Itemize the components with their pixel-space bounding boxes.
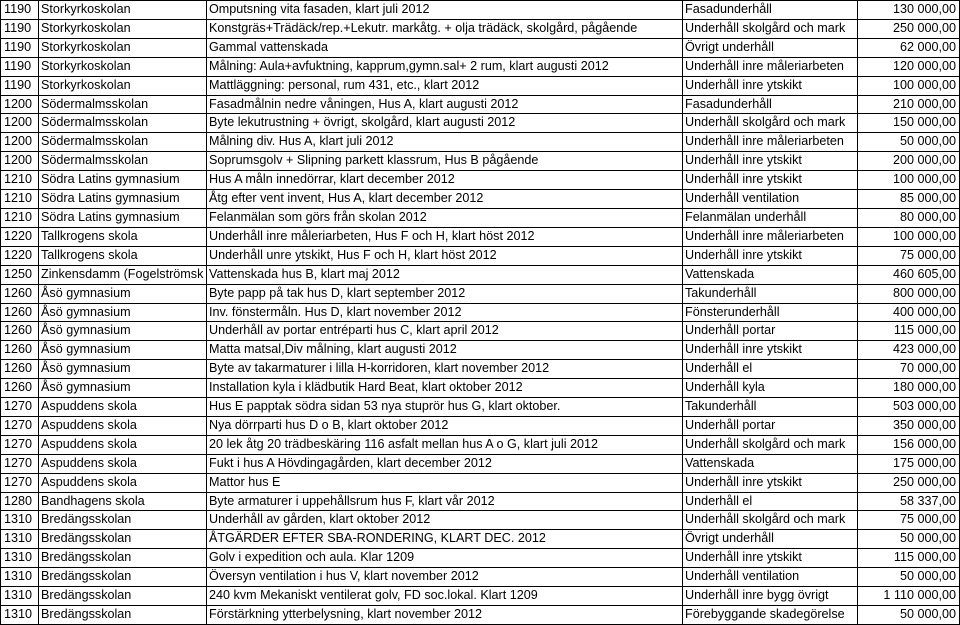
school-name-cell: Åsö gymnasium: [39, 379, 207, 398]
school-name-cell: Åsö gymnasium: [39, 303, 207, 322]
school-code-cell: 1260: [1, 322, 39, 341]
school-name-cell: Aspuddens skola: [39, 435, 207, 454]
table-row: [1, 303, 960, 322]
school-name-cell: Södermalmsskolan: [39, 114, 207, 133]
school-code-cell: 1270: [1, 454, 39, 473]
table-row: [1, 341, 960, 360]
description-cell: Förstärkning ytterbelysning, klart november 2012: [207, 606, 683, 625]
school-code-cell: 1190: [1, 76, 39, 95]
table-row: [1, 549, 960, 568]
school-code-cell: 1200: [1, 114, 39, 133]
school-code-cell: 1260: [1, 379, 39, 398]
amount-cell: 50 000,00: [858, 568, 960, 587]
description-cell: Underhåll av portar entréparti hus C, klart april 2012: [207, 322, 683, 341]
school-name-cell: Åsö gymnasium: [39, 322, 207, 341]
amount-cell: 50 000,00: [858, 530, 960, 549]
category-cell: Underhåll ventilation: [683, 190, 858, 209]
amount-cell: 100 000,00: [858, 171, 960, 190]
description-cell: Inv. fönstermåln. Hus D, klart november 2012: [207, 303, 683, 322]
amount-cell: 156 000,00: [858, 435, 960, 454]
amount-cell: 115 000,00: [858, 549, 960, 568]
table-row: [1, 568, 960, 587]
table-row: [1, 530, 960, 549]
description-cell: Matta matsal,Div målning, klart augusti 2012: [207, 341, 683, 360]
school-code-cell: 1250: [1, 265, 39, 284]
category-cell: Takunderhåll: [683, 284, 858, 303]
school-code-cell: 1190: [1, 1, 39, 20]
amount-cell: 1 110 000,00: [858, 587, 960, 606]
school-name-cell: Åsö gymnasium: [39, 360, 207, 379]
category-cell: Underhåll inre ytskikt: [683, 549, 858, 568]
school-code-cell: 1270: [1, 473, 39, 492]
description-cell: Byte av takarmaturer i lilla H-korridoren, klart november 2012: [207, 360, 683, 379]
category-cell: Fasadunderhåll: [683, 95, 858, 114]
description-cell: Nya dörrparti hus D o B, klart oktober 2012: [207, 416, 683, 435]
school-code-cell: 1270: [1, 435, 39, 454]
table-row: [1, 19, 960, 38]
school-code-cell: 1310: [1, 530, 39, 549]
amount-cell: 50 000,00: [858, 133, 960, 152]
category-cell: Underhåll skolgård och mark: [683, 114, 858, 133]
category-cell: Övrigt underhåll: [683, 530, 858, 549]
school-code-cell: 1310: [1, 606, 39, 625]
description-cell: Fukt i hus A Hövdingagården, klart december 2012: [207, 454, 683, 473]
school-name-cell: Bredängsskolan: [39, 530, 207, 549]
school-name-cell: Södermalmsskolan: [39, 95, 207, 114]
category-cell: Underhåll skolgård och mark: [683, 19, 858, 38]
amount-cell: 130 000,00: [858, 1, 960, 20]
amount-cell: 150 000,00: [858, 114, 960, 133]
amount-cell: 85 000,00: [858, 190, 960, 209]
table-row: [1, 454, 960, 473]
school-name-cell: Bredängsskolan: [39, 549, 207, 568]
school-code-cell: 1310: [1, 587, 39, 606]
school-code-cell: 1210: [1, 208, 39, 227]
amount-cell: 70 000,00: [858, 360, 960, 379]
description-cell: Underhåll unre ytskikt, Hus F och H, klart höst 2012: [207, 246, 683, 265]
school-name-cell: Bredängsskolan: [39, 511, 207, 530]
amount-cell: 80 000,00: [858, 208, 960, 227]
amount-cell: 120 000,00: [858, 57, 960, 76]
school-code-cell: 1210: [1, 171, 39, 190]
category-cell: Övrigt underhåll: [683, 38, 858, 57]
amount-cell: 62 000,00: [858, 38, 960, 57]
category-cell: Underhåll ventilation: [683, 568, 858, 587]
category-cell: Underhåll inre ytskikt: [683, 76, 858, 95]
amount-cell: 503 000,00: [858, 398, 960, 417]
table-row: [1, 246, 960, 265]
description-cell: Installation kyla i klädbutik Hard Beat, klart oktober 2012: [207, 379, 683, 398]
school-name-cell: Storkyrkoskolan: [39, 76, 207, 95]
category-cell: Vattenskada: [683, 265, 858, 284]
school-code-cell: 1190: [1, 38, 39, 57]
table-row: [1, 265, 960, 284]
category-cell: Underhåll portar: [683, 416, 858, 435]
school-name-cell: Bredängsskolan: [39, 606, 207, 625]
school-code-cell: 1220: [1, 227, 39, 246]
description-cell: 240 kvm Mekaniskt ventilerat golv, FD soc.lokal. Klart 1209: [207, 587, 683, 606]
school-name-cell: Åsö gymnasium: [39, 284, 207, 303]
school-code-cell: 1200: [1, 152, 39, 171]
table-row: [1, 208, 960, 227]
school-name-cell: Storkyrkoskolan: [39, 1, 207, 20]
description-cell: Översyn ventilation i hus V, klart november 2012: [207, 568, 683, 587]
school-name-cell: Tallkrogens skola: [39, 246, 207, 265]
amount-cell: 100 000,00: [858, 76, 960, 95]
school-code-cell: 1260: [1, 341, 39, 360]
school-code-cell: 1210: [1, 190, 39, 209]
school-code-cell: 1220: [1, 246, 39, 265]
school-code-cell: 1310: [1, 568, 39, 587]
school-name-cell: Storkyrkoskolan: [39, 57, 207, 76]
amount-cell: 175 000,00: [858, 454, 960, 473]
description-cell: Byte papp på tak hus D, klart september 2012: [207, 284, 683, 303]
school-name-cell: Storkyrkoskolan: [39, 19, 207, 38]
description-cell: Felanmälan som görs från skolan 2012: [207, 208, 683, 227]
school-name-cell: Storkyrkoskolan: [39, 38, 207, 57]
table-row: [1, 473, 960, 492]
description-cell: Mattor hus E: [207, 473, 683, 492]
school-name-cell: Åsö gymnasium: [39, 341, 207, 360]
amount-cell: 200 000,00: [858, 152, 960, 171]
category-cell: Underhåll skolgård och mark: [683, 511, 858, 530]
category-cell: Underhåll inre måleriarbeten: [683, 133, 858, 152]
amount-cell: 50 000,00: [858, 606, 960, 625]
table-row: [1, 492, 960, 511]
category-cell: Underhåll inre ytskikt: [683, 341, 858, 360]
category-cell: Takunderhåll: [683, 398, 858, 417]
table-row: [1, 587, 960, 606]
school-name-cell: Södermalmsskolan: [39, 133, 207, 152]
category-cell: Underhåll inre måleriarbeten: [683, 57, 858, 76]
description-cell: Byte armaturer i uppehållsrum hus F, klart vår 2012: [207, 492, 683, 511]
table-row: [1, 190, 960, 209]
school-name-cell: Södra Latins gymnasium: [39, 190, 207, 209]
table-row: [1, 322, 960, 341]
table-row: [1, 435, 960, 454]
amount-cell: 210 000,00: [858, 95, 960, 114]
amount-cell: 423 000,00: [858, 341, 960, 360]
description-cell: Konstgräs+Trädäck/rep.+Lekutr. markåtg. + olja trädäck, skolgård, pågående: [207, 19, 683, 38]
category-cell: Underhåll inre måleriarbeten: [683, 227, 858, 246]
category-cell: Underhåll inre ytskikt: [683, 473, 858, 492]
amount-cell: 460 605,00: [858, 265, 960, 284]
description-cell: Mattläggning: personal, rum 431, etc., klart 2012: [207, 76, 683, 95]
table-row: [1, 76, 960, 95]
category-cell: Felanmälan underhåll: [683, 208, 858, 227]
school-code-cell: 1190: [1, 57, 39, 76]
school-name-cell: Södra Latins gymnasium: [39, 171, 207, 190]
school-name-cell: Tallkrogens skola: [39, 227, 207, 246]
table-row: [1, 152, 960, 171]
category-cell: Underhåll portar: [683, 322, 858, 341]
table-row: [1, 95, 960, 114]
description-cell: Åtg efter vent invent, Hus A, klart december 2012: [207, 190, 683, 209]
table-row: [1, 284, 960, 303]
school-name-cell: Aspuddens skola: [39, 416, 207, 435]
table-row: [1, 38, 960, 57]
table-row: [1, 398, 960, 417]
category-cell: Underhåll skolgård och mark: [683, 435, 858, 454]
description-cell: Soprumsgolv + Slipning parkett klassrum, Hus B pågående: [207, 152, 683, 171]
school-name-cell: Södra Latins gymnasium: [39, 208, 207, 227]
amount-cell: 180 000,00: [858, 379, 960, 398]
amount-cell: 100 000,00: [858, 227, 960, 246]
table-row: [1, 171, 960, 190]
description-cell: Gammal vattenskada: [207, 38, 683, 57]
table-row: [1, 511, 960, 530]
table-row: [1, 133, 960, 152]
description-cell: Underhåll av gården, klart oktober 2012: [207, 511, 683, 530]
school-name-cell: Aspuddens skola: [39, 454, 207, 473]
table-row: [1, 606, 960, 625]
amount-cell: 75 000,00: [858, 511, 960, 530]
category-cell: Underhåll inre ytskikt: [683, 171, 858, 190]
description-cell: Hus E papptak södra sidan 53 nya stuprör hus G, klart oktober.: [207, 398, 683, 417]
school-name-cell: Bandhagens skola: [39, 492, 207, 511]
school-code-cell: 1200: [1, 95, 39, 114]
category-cell: Underhåll inre ytskikt: [683, 246, 858, 265]
description-cell: Målning: Aula+avfuktning, kapprum,gymn.sal+ 2 rum, klart augusti 2012: [207, 57, 683, 76]
category-cell: Förebyggande skadegörelse: [683, 606, 858, 625]
description-cell: Fasadmålnin nedre våningen, Hus A, klart augusti 2012: [207, 95, 683, 114]
description-cell: Vattenskada hus B, klart maj 2012: [207, 265, 683, 284]
school-code-cell: 1260: [1, 360, 39, 379]
table-row: [1, 114, 960, 133]
category-cell: Underhåll el: [683, 360, 858, 379]
category-cell: Underhåll inre bygg övrigt: [683, 587, 858, 606]
description-cell: ÅTGÄRDER EFTER SBA-RONDERING, KLART DEC. 2012: [207, 530, 683, 549]
description-cell: Målning div. Hus A, klart juli 2012: [207, 133, 683, 152]
amount-cell: 250 000,00: [858, 473, 960, 492]
description-cell: Underhåll inre måleriarbeten, Hus F och H, klart höst 2012: [207, 227, 683, 246]
description-cell: 20 lek åtg 20 trädbeskäring 116 asfalt mellan hus A o G, klart juli 2012: [207, 435, 683, 454]
school-name-cell: Zinkensdamm (Fogelströmsk: [39, 265, 207, 284]
table-row: [1, 57, 960, 76]
amount-cell: 58 337,00: [858, 492, 960, 511]
school-code-cell: 1280: [1, 492, 39, 511]
amount-cell: 400 000,00: [858, 303, 960, 322]
category-cell: Underhåll inre ytskikt: [683, 152, 858, 171]
table-row: [1, 416, 960, 435]
maintenance-table-body: [1, 1, 960, 625]
school-name-cell: Aspuddens skola: [39, 398, 207, 417]
school-name-cell: Bredängsskolan: [39, 568, 207, 587]
school-code-cell: 1260: [1, 303, 39, 322]
description-cell: Hus A måln innedörrar, klart december 2012: [207, 171, 683, 190]
category-cell: Fönsterunderhåll: [683, 303, 858, 322]
table-row: [1, 360, 960, 379]
school-code-cell: 1270: [1, 416, 39, 435]
school-name-cell: Aspuddens skola: [39, 473, 207, 492]
category-cell: Underhåll el: [683, 492, 858, 511]
school-code-cell: 1200: [1, 133, 39, 152]
school-name-cell: Bredängsskolan: [39, 587, 207, 606]
school-name-cell: Södermalmsskolan: [39, 152, 207, 171]
category-cell: Underhåll kyla: [683, 379, 858, 398]
description-cell: Omputsning vita fasaden, klart juli 2012: [207, 1, 683, 20]
school-code-cell: 1190: [1, 19, 39, 38]
description-cell: Golv i expedition och aula. Klar 1209: [207, 549, 683, 568]
school-code-cell: 1310: [1, 511, 39, 530]
school-code-cell: 1270: [1, 398, 39, 417]
table-row: [1, 227, 960, 246]
amount-cell: 115 000,00: [858, 322, 960, 341]
amount-cell: 75 000,00: [858, 246, 960, 265]
amount-cell: 350 000,00: [858, 416, 960, 435]
description-cell: Byte lekutrustning + övrigt, skolgård, klart augusti 2012: [207, 114, 683, 133]
amount-cell: 250 000,00: [858, 19, 960, 38]
category-cell: Fasadunderhåll: [683, 1, 858, 20]
category-cell: Vattenskada: [683, 454, 858, 473]
school-code-cell: 1310: [1, 549, 39, 568]
table-row: [1, 379, 960, 398]
school-code-cell: 1260: [1, 284, 39, 303]
amount-cell: 800 000,00: [858, 284, 960, 303]
table-row: [1, 1, 960, 20]
